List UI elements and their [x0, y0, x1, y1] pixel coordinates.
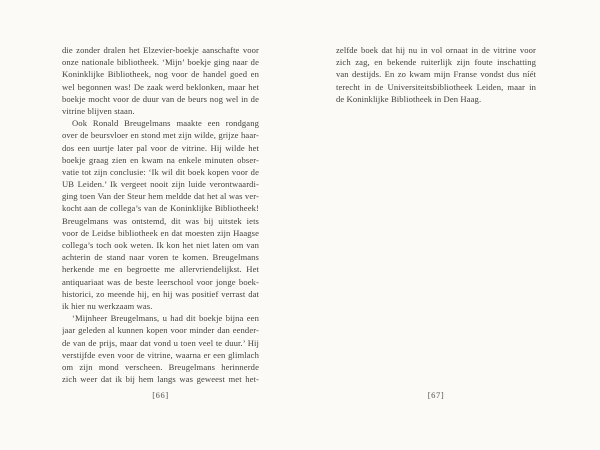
text-line: antiquariaat was de beste leerschool voor jonge boek- [62, 276, 259, 287]
text-line: boekje mocht voor de duur van de beurs nog wel in de [62, 93, 259, 104]
text-line: vatie tot zijn conclusie: ‘Ik wil dit boek kopen voor de [62, 166, 259, 177]
text-line: vitrine blijven staan. [62, 105, 135, 116]
text-line: zich zag, en bekende ruiterlijk zijn foute inschatting [336, 57, 536, 68]
text-line: collega’s toch ook weten. Ik kon het niet laten om van [62, 240, 259, 250]
text-line: achterin de stand naar voren te komen. Breugelmans [62, 252, 259, 263]
text-line: historici, zo meende hij, en hij was positief verrast dat [62, 288, 259, 299]
text-line: zelfde boek dat hij nu in vol ornaat in de vitrine voor [336, 45, 536, 55]
left-page-text [62, 44, 259, 385]
text-line: die zonder dralen het Elzevier-boekje aanschafte voor [62, 45, 259, 55]
text-line: ‘Mijnheer Breugelmans, u had dit boekje bijna een [72, 313, 259, 324]
right-page-text [336, 44, 536, 105]
text-line: voor de Leidse bibliotheek en dat moesten zijn Haagse [62, 227, 259, 238]
text-line: ik hier nu werkzaam was. [62, 300, 153, 311]
text-line: boekje graag zien en kwam na enkele minuten obser- [62, 154, 259, 165]
text-line: wel begonnen was! De zaak werd beklonken, maar het [62, 81, 259, 92]
text-line: Koninklijke Bibliotheek, nog voor de handel goed en [62, 69, 259, 80]
text-line: Ook Ronald Breugelmans maakte een rondgang [72, 118, 259, 129]
text-line: herkende me en begroette me allervriendelijkst. Het [62, 264, 259, 275]
text-line: kocht aan de collega’s van de Koninklijke Bibliotheek! [62, 203, 259, 214]
text-line: dos een uurtje later pal voor de vitrine. Hij wilde het [62, 142, 259, 153]
text-line: de van de prijs, maar dat vond u toen veel te duur.’ Hij [62, 337, 259, 348]
text-line: onze nationale bibliotheek. ‘Mijn’ boekje ging naar de [62, 57, 259, 68]
text-line: ging toen Van der Steur hem meldde dat het al was ver- [62, 191, 259, 202]
left-page-number: [66] [152, 390, 169, 400]
text-line: terecht in de Universiteitsbibliotheek Leiden, maar in [336, 81, 536, 92]
text-line: jaar geleden al kunnen kopen voor minder dan eender- [62, 325, 259, 336]
text-line: zich weer dat ik bij hem langs was geweest met het- [62, 374, 259, 385]
text-line: van destijds. En zo kwam mijn Franse vondst dus níét [336, 69, 536, 80]
text-line: Breugelmans was ontstemd, dit was bij uitstek iets [62, 215, 259, 226]
text-line: om zijn mond verscheen. Breugelmans herinnerde [62, 361, 259, 372]
text-line: de Koninklijke Bibliotheek in Den Haag. [336, 93, 482, 104]
text-line: verstijfde even voor de vitrine, waarna er een glimlach [62, 349, 259, 360]
text-line: UB Leiden.’ Ik vergeet nooit zijn luide verontwaardi- [62, 179, 259, 190]
right-page-number: [67] [427, 390, 445, 400]
text-line: over de beursvloer en stond met zijn wilde, grijze haar- [62, 130, 259, 141]
